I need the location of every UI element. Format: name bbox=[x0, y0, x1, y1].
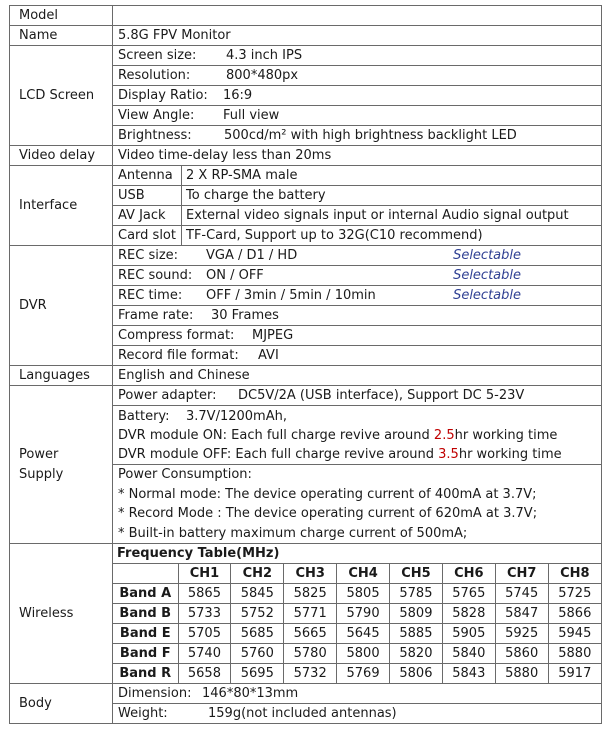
band-name: Band R bbox=[113, 664, 178, 684]
frequency-cell: 5945 bbox=[548, 624, 601, 644]
band-name: Band F bbox=[113, 644, 178, 664]
dvr-item bbox=[113, 306, 602, 326]
spec-table bbox=[9, 5, 602, 724]
frequency-cell: 5645 bbox=[337, 624, 390, 644]
frequency-table-cell bbox=[113, 544, 602, 684]
interface-value: External video signals input or internal Audio signal output bbox=[182, 206, 602, 225]
normal-mode-line: * Normal mode: The device operating current of 400mA at 3.7V; bbox=[118, 486, 537, 502]
lcd-value: 4.3 inch IPS bbox=[226, 47, 303, 63]
power-battery bbox=[113, 406, 602, 465]
frequency-cell: 5685 bbox=[231, 624, 284, 644]
channel-header: CH8 bbox=[548, 564, 601, 584]
dvr-item bbox=[113, 346, 602, 366]
body-dimension bbox=[113, 684, 602, 704]
interface-value: TF-Card, Support up to 32G(C10 recommend) bbox=[182, 226, 602, 245]
interface-value: 2 X RP-SMA male bbox=[182, 166, 602, 185]
dvr-on-suffix: hr working time bbox=[454, 427, 558, 443]
lcd-key: Resolution: bbox=[118, 67, 191, 83]
dvr-key: Compress format: bbox=[118, 327, 235, 343]
lcd-key: Screen size: bbox=[118, 47, 197, 63]
interface-item bbox=[113, 186, 602, 206]
channel-header: CH2 bbox=[231, 564, 284, 584]
dvr-value: 30 Frames bbox=[211, 307, 279, 323]
dvr-on-hours: 2.5 bbox=[433, 427, 455, 443]
row-name bbox=[10, 26, 602, 46]
wireless-label: Wireless bbox=[10, 544, 113, 684]
freq-title-row bbox=[113, 544, 601, 564]
selectable-tag: Selectable bbox=[453, 267, 521, 283]
dvr-value: OFF / 3min / 5min / 10min bbox=[206, 287, 376, 303]
body-label: Body bbox=[10, 684, 113, 724]
dvr-key: REC time: bbox=[118, 287, 183, 303]
dvr-item bbox=[113, 266, 602, 286]
power-adapter bbox=[113, 386, 602, 406]
band-row bbox=[113, 584, 601, 604]
selectable-tag: Selectable bbox=[453, 287, 521, 303]
lcd-item bbox=[113, 66, 602, 86]
frequency-cell: 5880 bbox=[548, 644, 601, 664]
frequency-cell: 5865 bbox=[178, 584, 231, 604]
row-dvr-1 bbox=[10, 246, 602, 266]
frequency-cell: 5917 bbox=[548, 664, 601, 684]
band-row bbox=[113, 664, 601, 684]
interface-key: Antenna bbox=[113, 166, 182, 185]
lcd-item bbox=[113, 86, 602, 106]
video-delay-label: Video delay bbox=[10, 146, 113, 166]
frequency-cell: 5705 bbox=[178, 624, 231, 644]
band-row bbox=[113, 604, 601, 624]
interface-item bbox=[113, 166, 602, 186]
band-row bbox=[113, 644, 601, 664]
dvr-key: Record file format: bbox=[118, 347, 239, 363]
dvr-item bbox=[113, 286, 602, 306]
frequency-cell: 5880 bbox=[495, 664, 548, 684]
frequency-cell: 5805 bbox=[337, 584, 390, 604]
frequency-cell: 5825 bbox=[284, 584, 337, 604]
battery-key: Battery: bbox=[118, 408, 170, 424]
dvr-value: AVI bbox=[258, 347, 279, 363]
dvr-off-hours: 3.5 bbox=[438, 446, 459, 462]
frequency-cell: 5790 bbox=[337, 604, 390, 624]
corner-cell bbox=[113, 564, 178, 584]
name-value: 5.8G FPV Monitor bbox=[113, 26, 602, 46]
channel-header: CH3 bbox=[284, 564, 337, 584]
power-consumption bbox=[113, 465, 602, 544]
lcd-item bbox=[113, 106, 602, 126]
dimension-value: 146*80*13mm bbox=[202, 685, 299, 701]
frequency-cell: 5828 bbox=[442, 604, 495, 624]
dvr-off-suffix: hr working time bbox=[458, 446, 562, 462]
power-label-line-1: Power bbox=[19, 446, 59, 462]
interface-key: Card slot bbox=[113, 226, 182, 245]
frequency-cell: 5866 bbox=[548, 604, 601, 624]
weight-key: Weight: bbox=[118, 705, 168, 721]
row-body-1 bbox=[10, 684, 602, 704]
record-mode-line: * Record Mode : The device operating current of 620mA at 3.7V; bbox=[118, 506, 538, 521]
power-adapter-key: Power adapter: bbox=[118, 387, 217, 403]
frequency-cell: 5732 bbox=[284, 664, 337, 684]
band-name: Band A bbox=[113, 584, 178, 604]
frequency-cell: 5745 bbox=[495, 584, 548, 604]
dvr-value: VGA / D1 / HD bbox=[206, 247, 298, 263]
frequency-cell: 5809 bbox=[390, 604, 443, 624]
dvr-off-text: DVR module OFF: Each full charge revive around bbox=[118, 446, 439, 462]
band-name: Band E bbox=[113, 624, 178, 644]
frequency-cell: 5860 bbox=[495, 644, 548, 664]
frequency-cell: 5845 bbox=[231, 584, 284, 604]
frequency-cell: 5771 bbox=[284, 604, 337, 624]
frequency-cell: 5800 bbox=[337, 644, 390, 664]
row-lcd-1 bbox=[10, 46, 602, 66]
dvr-item bbox=[113, 326, 602, 346]
frequency-cell: 5695 bbox=[231, 664, 284, 684]
power-adapter-value: DC5V/2A (USB interface), Support DC 5-23V bbox=[238, 387, 525, 403]
builtin-battery-line: * Built-in battery maximum charge current of 500mA; bbox=[118, 525, 468, 541]
lcd-item bbox=[113, 46, 602, 66]
frequency-cell: 5847 bbox=[495, 604, 548, 624]
frequency-cell: 5840 bbox=[442, 644, 495, 664]
power-label bbox=[10, 386, 113, 544]
row-model bbox=[10, 6, 602, 26]
frequency-cell: 5658 bbox=[178, 664, 231, 684]
lcd-key: View Angle: bbox=[118, 107, 195, 123]
lcd-value: 16:9 bbox=[223, 87, 253, 103]
frequency-cell: 5752 bbox=[231, 604, 284, 624]
power-label-line-2: Supply bbox=[19, 466, 64, 482]
battery-value: 3.7V/1200mAh, bbox=[186, 408, 287, 424]
dvr-on-text: DVR module ON: Each full charge revive around bbox=[118, 427, 434, 443]
lcd-key: Brightness: bbox=[118, 127, 192, 143]
dvr-value: MJPEG bbox=[252, 327, 294, 343]
dvr-key: REC size: bbox=[118, 247, 179, 263]
channel-header: CH7 bbox=[495, 564, 548, 584]
languages-value: English and Chinese bbox=[113, 366, 602, 386]
row-languages bbox=[10, 366, 602, 386]
frequency-cell: 5780 bbox=[284, 644, 337, 664]
weight-value: 159g(not included antennas) bbox=[208, 705, 397, 721]
frequency-cell: 5905 bbox=[442, 624, 495, 644]
frequency-cell: 5665 bbox=[284, 624, 337, 644]
dvr-key: Frame rate: bbox=[118, 307, 194, 323]
selectable-tag: Selectable bbox=[453, 247, 521, 263]
lcd-label: LCD Screen bbox=[10, 46, 113, 146]
channel-header: CH6 bbox=[442, 564, 495, 584]
frequency-table bbox=[113, 544, 601, 683]
interface-value: To charge the battery bbox=[182, 186, 602, 205]
dvr-value: ON / OFF bbox=[206, 267, 264, 283]
lcd-item bbox=[113, 126, 602, 146]
band-row bbox=[113, 624, 601, 644]
frequency-cell: 5785 bbox=[390, 584, 443, 604]
frequency-cell: 5765 bbox=[442, 584, 495, 604]
lcd-value: 800*480px bbox=[226, 67, 299, 83]
channel-header: CH1 bbox=[178, 564, 231, 584]
lcd-value: 500cd/m² with high brightness backlight LED bbox=[224, 127, 517, 143]
row-wireless bbox=[10, 544, 602, 684]
frequency-cell: 5885 bbox=[390, 624, 443, 644]
frequency-cell: 5806 bbox=[390, 664, 443, 684]
dvr-label: DVR bbox=[10, 246, 113, 366]
languages-label: Languages bbox=[10, 366, 113, 386]
frequency-cell: 5843 bbox=[442, 664, 495, 684]
video-delay-value: Video time-delay less than 20ms bbox=[113, 146, 602, 166]
model-label: Model bbox=[10, 6, 113, 26]
frequency-cell: 5725 bbox=[548, 584, 601, 604]
frequency-cell: 5760 bbox=[231, 644, 284, 664]
name-label: Name bbox=[10, 26, 113, 46]
lcd-value: Full view bbox=[223, 107, 280, 123]
frequency-cell: 5820 bbox=[390, 644, 443, 664]
band-name: Band B bbox=[113, 604, 178, 624]
dimension-key: Dimension: bbox=[118, 685, 192, 701]
row-power-adapter bbox=[10, 386, 602, 406]
frequency-cell: 5769 bbox=[337, 664, 390, 684]
channel-header: CH4 bbox=[337, 564, 390, 584]
body-weight bbox=[113, 704, 602, 724]
lcd-key: Display Ratio: bbox=[118, 87, 208, 103]
model-value bbox=[113, 6, 602, 26]
frequency-cell: 5740 bbox=[178, 644, 231, 664]
frequency-cell: 5733 bbox=[178, 604, 231, 624]
frequency-cell: 5925 bbox=[495, 624, 548, 644]
interface-key: USB bbox=[113, 186, 182, 205]
interface-item bbox=[113, 226, 602, 246]
row-video-delay bbox=[10, 146, 602, 166]
frequency-table-title: Frequency Table(MHz) bbox=[117, 545, 280, 561]
interface-item bbox=[113, 206, 602, 226]
interface-label: Interface bbox=[10, 166, 113, 246]
dvr-item bbox=[113, 246, 602, 266]
channel-header-row bbox=[113, 564, 601, 584]
channel-header: CH5 bbox=[390, 564, 443, 584]
interface-key: AV Jack bbox=[113, 206, 182, 225]
row-interface-1 bbox=[10, 166, 602, 186]
dvr-key: REC sound: bbox=[118, 267, 193, 283]
consumption-title: Power Consumption: bbox=[118, 467, 252, 482]
